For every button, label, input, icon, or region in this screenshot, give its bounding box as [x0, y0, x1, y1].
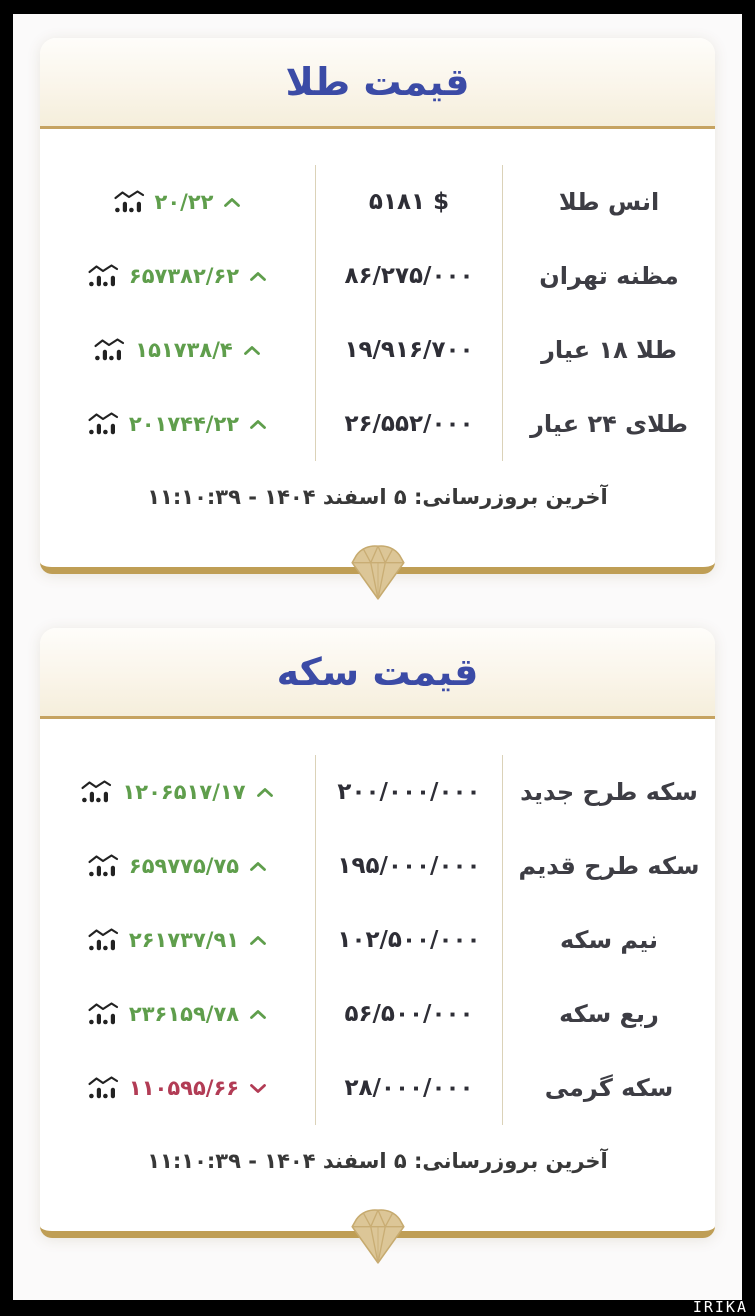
- row-value: ۲۸/۰۰۰/۰۰۰: [344, 1075, 474, 1101]
- row-value: ۱۹/۹۱۶/۷۰۰: [344, 337, 474, 363]
- row-label: طلا ۱۸ عیار: [541, 336, 677, 364]
- row-value-cell: [315, 239, 503, 313]
- chart-icon: [88, 412, 119, 436]
- chart-icon: [88, 854, 119, 878]
- row-change: [40, 829, 315, 903]
- chevron-up-icon: [249, 419, 267, 430]
- price-row: [40, 829, 715, 903]
- row-change: [40, 755, 315, 829]
- row-value: ۵۶/۵۰۰/۰۰۰: [344, 1001, 474, 1027]
- row-change: [40, 387, 315, 461]
- price-row: [40, 1051, 715, 1125]
- row-value-cell: [315, 387, 503, 461]
- change-value: ۲۰۱۷۴۴/۲۲: [128, 412, 240, 436]
- row-change: [40, 165, 315, 239]
- chevron-up-icon: [249, 1009, 267, 1020]
- row-change: [40, 903, 315, 977]
- diamond-icon: [347, 541, 409, 603]
- row-label: انس طلا: [558, 188, 660, 216]
- diamond-icon: [347, 1205, 409, 1267]
- row-label: سکه طرح قدیم: [518, 852, 700, 880]
- row-value: ۲۰۰/۰۰۰/۰۰۰: [337, 779, 481, 805]
- row-value-cell: [315, 1051, 503, 1125]
- card-title: قیمت سکه: [276, 650, 479, 694]
- change-value: ۲۳۶۱۵۹/۷۸: [128, 1002, 240, 1026]
- chevron-up-icon: [249, 935, 267, 946]
- row-value: ۲۶/۵۵۲/۰۰۰: [344, 411, 474, 437]
- price-row: [40, 165, 715, 239]
- row-value: ۵۱۸۱ $: [368, 189, 450, 215]
- row-change: [40, 239, 315, 313]
- price-card: [40, 38, 715, 574]
- row-value-cell: [315, 903, 503, 977]
- chart-icon: [88, 264, 119, 288]
- change-value: ۲۶۱۷۳۷/۹۱: [128, 928, 240, 952]
- change-value: ۱۵۱۷۳۸/۴: [135, 338, 233, 362]
- price-row: [40, 755, 715, 829]
- row-label: سکه گرمی: [544, 1074, 674, 1102]
- row-value-cell: [315, 829, 503, 903]
- chart-icon: [88, 928, 119, 952]
- chart-icon: [81, 780, 112, 804]
- page-background: [13, 14, 742, 1300]
- last-update-caption: آخرین بروزرسانی: ۵ اسفند ۱۴۰۴ - ۱۱:۱۰:۳۹: [147, 485, 608, 509]
- card-header: [40, 628, 715, 719]
- row-value-cell: [315, 165, 503, 239]
- row-label: ربع سکه: [559, 1000, 659, 1028]
- row-label: سکه طرح جدید: [520, 778, 698, 806]
- chart-icon: [88, 1002, 119, 1026]
- price-row: [40, 239, 715, 313]
- row-value-cell: [315, 755, 503, 829]
- price-row: [40, 977, 715, 1051]
- change-value: ۱۱۰۵۹۵/۶۶: [128, 1076, 240, 1100]
- card-header: [40, 38, 715, 129]
- chevron-up-icon: [249, 861, 267, 872]
- row-value-cell: [315, 313, 503, 387]
- last-update-caption: آخرین بروزرسانی: ۵ اسفند ۱۴۰۴ - ۱۱:۱۰:۳۹: [147, 1149, 608, 1173]
- row-change: [40, 1051, 315, 1125]
- chevron-up-icon: [256, 787, 274, 798]
- change-value: ۶۵۹۷۷۵/۷۵: [128, 854, 240, 878]
- price-row: [40, 387, 715, 461]
- price-rows: [40, 129, 715, 461]
- row-value-cell: [315, 977, 503, 1051]
- price-rows: [40, 719, 715, 1125]
- price-row: [40, 313, 715, 387]
- cards-container: [13, 38, 742, 1238]
- change-value: ۲۰/۲۲: [154, 190, 214, 214]
- chart-icon: [94, 338, 125, 362]
- row-change: [40, 313, 315, 387]
- row-value: ۱۰۲/۵۰۰/۰۰۰: [337, 927, 481, 953]
- row-label: مظنه تهران: [539, 262, 679, 290]
- chevron-down-icon: [249, 1083, 267, 1094]
- card-title: قیمت طلا: [285, 60, 470, 104]
- row-value: ۱۹۵/۰۰۰/۰۰۰: [337, 853, 481, 879]
- watermark: IRIKA: [692, 1298, 748, 1316]
- change-value: ۶۵۷۳۸۲/۶۲: [128, 264, 240, 288]
- row-value: ۸۶/۲۷۵/۰۰۰: [344, 263, 474, 289]
- price-card: [40, 628, 715, 1238]
- chart-icon: [88, 1076, 119, 1100]
- row-change: [40, 977, 315, 1051]
- row-label: طلای ۲۴ عیار: [530, 410, 688, 438]
- chart-icon: [114, 190, 145, 214]
- price-row: [40, 903, 715, 977]
- row-label: نیم سکه: [559, 926, 659, 954]
- chevron-up-icon: [243, 345, 261, 356]
- change-value: ۱۲۰۶۵۱۷/۱۷: [122, 780, 246, 804]
- chevron-up-icon: [249, 271, 267, 282]
- chevron-up-icon: [223, 197, 241, 208]
